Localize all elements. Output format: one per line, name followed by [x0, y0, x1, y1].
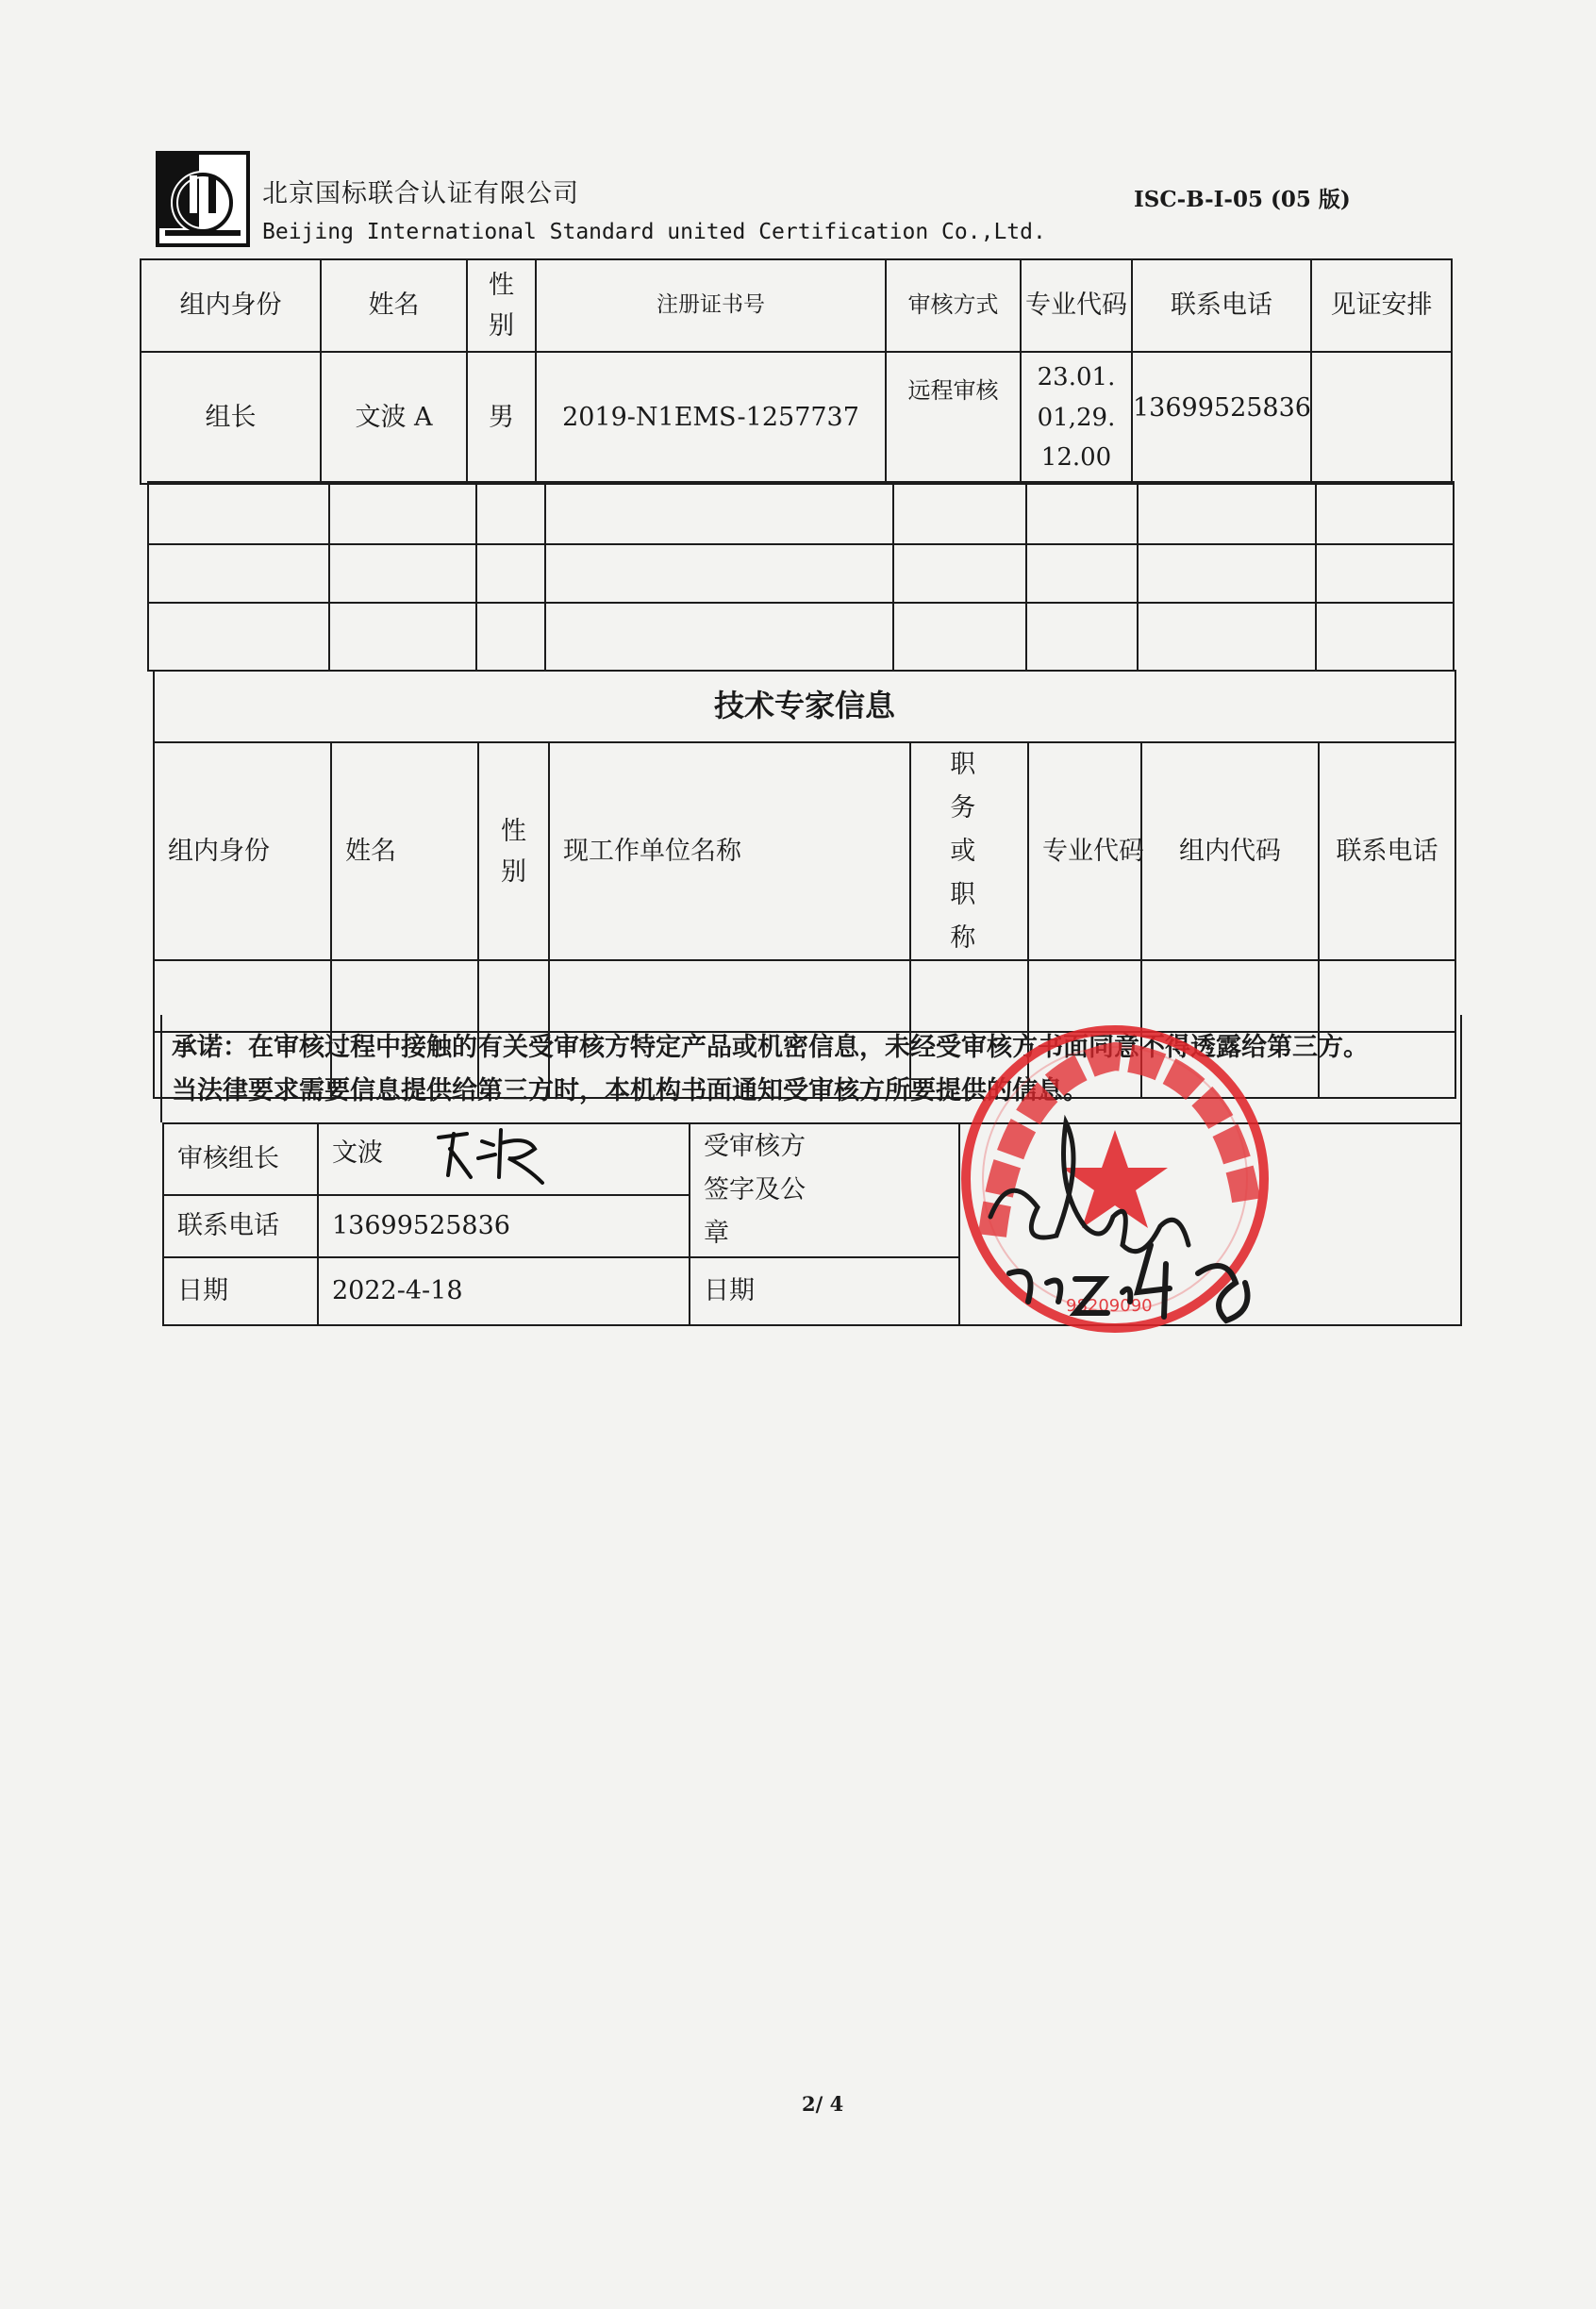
pledge-text	[172, 1026, 1473, 1113]
header-cert: 注册证书号	[536, 259, 886, 352]
leader-gender: 男	[467, 352, 536, 484]
pledge-line-2: 当法律要求需要信息提供给第三方时，本机构书面通知受审核方所要提供的信息。	[172, 1076, 1089, 1105]
leader-label: 审核组长	[163, 1123, 318, 1195]
leader-method: 远程审核	[886, 352, 1021, 484]
expert-header-role: 组内身份	[154, 742, 331, 960]
document-code: ISC-B-I-05 (05 版)	[1134, 187, 1351, 212]
header-phone: 联系电话	[1132, 259, 1311, 352]
auditee-date-label: 日期	[690, 1257, 959, 1325]
svg-text:98209090: 98209090	[1066, 1296, 1153, 1316]
date-label: 日期	[163, 1257, 318, 1325]
header-code: 专业代码	[1021, 259, 1132, 352]
date-value: 2022-4-18	[318, 1257, 690, 1325]
header-role: 组内身份	[141, 259, 321, 352]
header-witness: 见证安排	[1311, 259, 1452, 352]
expert-section-title: 技术专家信息	[154, 671, 1455, 742]
header-name: 姓名	[321, 259, 467, 352]
expert-header-unit: 现工作单位名称	[549, 742, 910, 960]
auditee-label: 受审核方签字及公章	[690, 1123, 959, 1257]
company-name-en: Beijing International Standard united Certification Co.,Ltd.	[262, 220, 1046, 244]
phone-value: 13699525836	[318, 1195, 690, 1257]
empty-cell	[148, 544, 329, 603]
pledge-line-1: 承诺：在审核过程中接触的有关受审核方特定产品或机密信息，未经受审核方书面同意不得透露给第三方。	[172, 1033, 1369, 1062]
header-gender: 性别	[467, 259, 536, 352]
empty-cell	[148, 482, 329, 544]
leader-cert: 2019-N1EMS-1257737	[536, 352, 886, 484]
phone-label: 联系电话	[163, 1195, 318, 1257]
page-number: 2/ 4	[802, 2092, 844, 2116]
auditee-signature	[972, 1104, 1283, 1330]
leader-code: 23.01.01,29.12.00	[1021, 352, 1132, 484]
leader-role: 组长	[141, 352, 321, 484]
leader-phone: 13699525836	[1132, 352, 1311, 484]
company-name-cn: 北京国标联合认证有限公司	[262, 179, 579, 208]
team-empty-rows	[147, 481, 1455, 672]
header-method: 审核方式	[886, 259, 1021, 352]
audit-team-table	[140, 258, 1453, 485]
leader-signature	[429, 1121, 552, 1188]
expert-header-group-code: 组内代码	[1141, 742, 1319, 960]
expert-header-gender: 性别	[478, 742, 549, 960]
company-logo	[156, 151, 250, 247]
leader-name: 文波 A	[321, 352, 467, 484]
expert-header-phone: 联系电话	[1319, 742, 1455, 960]
leader-value: 文波	[318, 1123, 690, 1195]
expert-header-code: 专业代码	[1028, 742, 1141, 960]
empty-cell	[148, 603, 329, 671]
leader-witness	[1311, 352, 1452, 484]
expert-header-name: 姓名	[331, 742, 478, 960]
expert-header-position: 职务或职称	[910, 742, 1028, 960]
